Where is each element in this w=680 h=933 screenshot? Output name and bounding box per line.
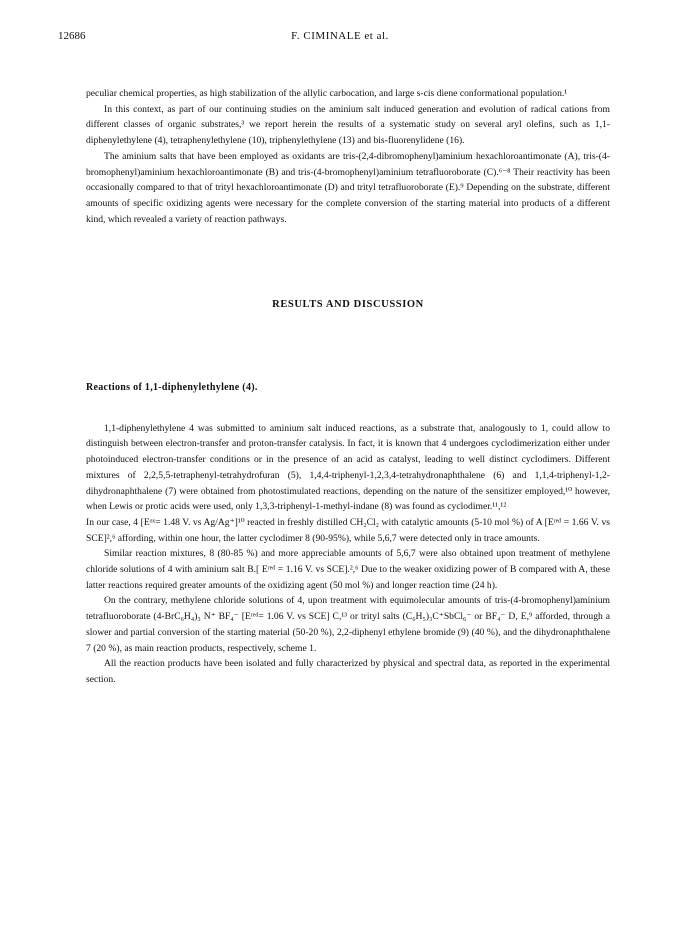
paragraph-intro-2: In this context, as part of our continuing studies on the aminium salt induced generation and evolution of radical cations from different classes of organic substrates,³ we report herein the results of a systematic study on several aryl olefins, such as 1,1-diphenylethylene (4), tetraphenylethylene (10), triphenylethylene (13) and bis-fluorenylidene (16). <box>86 103 610 147</box>
paragraph-intro-3: The aminium salts that have been employed as oxidants are tris-(2,4-dibromophenyl)aminium hexachloroantimonate (A), tris-(4-bromophenyl)aminium hexachloroantimonate (B) and tris-(4-bromophenyl)aminium tetrafluoroborate (C).⁶⁻⁸ Their reactivity has been occasionally compared to that of trityl hexachloroantimonate (D) and trityl tetrafluoroborate (E).⁹ Depending on the substrate, different amounts of specific oxidizing agents were necessary for the complete conversion of the starting material into products of a different kind, which revealed a variety of reaction pathways. <box>86 150 610 225</box>
article-body <box>86 86 610 688</box>
section-title: RESULTS AND DISCUSSION <box>272 299 424 311</box>
paragraph-results-2: In our case, 4 [Eᵒˣ= 1.48 V. vs Ag/Ag⁺]¹⁰ reacted in freshly distilled CH₂Cl₂ with catalytic amounts (5-10 mol %) of A [Eʳᵉᵈ = 1.66 V. vs SCE]²,⁶ affording, within one hour, the latter cyclodimer 8 (90-95%), while 5,6,7 were detected only in trace amounts. <box>86 516 610 544</box>
paragraph-results-4: On the contrary, methylene chloride solutions of 4, upon treatment with equimolecular amounts of tris-(4-bromophenyl)aminium tetrafluoroborate (4-BrC₆H₄)₃ N⁺ BF₄⁻ [Eʳᵉᵈ= 1.06 V. vs SCE] C,¹³ or trityl salts (C₆H₅)₃C⁺SbCl₆⁻ or BF₄⁻ D, E,⁹ afforded, through a slower and partial conversion of the starting material (50-20 %), 2,2-diphenyl ethylene bromide (9) (40 %), and the dihydronaphthalene 7 (20 %), as main reaction products, respectively, scheme 1. <box>86 595 610 654</box>
page-header <box>0 30 680 50</box>
paragraph-results-5: All the reaction products have been isolated and fully characterized by physical and spectral data, as reported in the experimental section. <box>86 658 610 685</box>
subsection-title: Reactions of 1,1-diphenylethylene (4). <box>86 382 258 394</box>
paragraph-results-3: Similar reaction mixtures, 8 (80-85 %) and more appreciable amounts of 5,6,7 were also obtained upon treatment of methylene chloride solutions of 4 with aminium salt B.[ Eʳᵉᵈ = 1.16 V. vs SCE].²,⁶ Due to the weaker oxidizing power of B compared with A, these latter reactions required greater amounts of the oxidizing agent (50 mol %) and longer reaction time (24 h). <box>86 548 610 591</box>
running-head: F. CIMINALE et al. <box>291 30 389 42</box>
page-number: 12686 <box>58 30 86 42</box>
paragraph-results-1: 1,1-diphenylethylene 4 was submitted to aminium salt induced reactions, as a substrate that, analogously to 1, could allow to distinguish between electron-transfer and proton-transfer catalysis. In fact, it is known that 4 undergoes cyclodimerization either under photoinduced electron-transfer conditions or in the presence of an acid as catalyst, leading to well distinct cyclodimers. Different mixtures of 2,2,5,5-tetraphenyl-tetrahydrofuran (5), 1,4,4-triphenyl-1,2,3,4-tetrahydronaphthalene (6) and 1,1,4-triphenyl-1,2-dihydronaphthalene (7) were obtained from photostimulated reactions, depending on the nature of the sensitizer employed,¹⁰ however, when Lewis or protic acids were used, only 1,3,3-triphenyl-1-methyl-indane (8) was found as cyclodimer.¹¹,¹² <box>86 422 610 513</box>
paragraph-intro-1: peculiar chemical properties, as high stabilization of the allylic carbocation, and large s-cis diene conformational population.¹ <box>86 88 568 99</box>
